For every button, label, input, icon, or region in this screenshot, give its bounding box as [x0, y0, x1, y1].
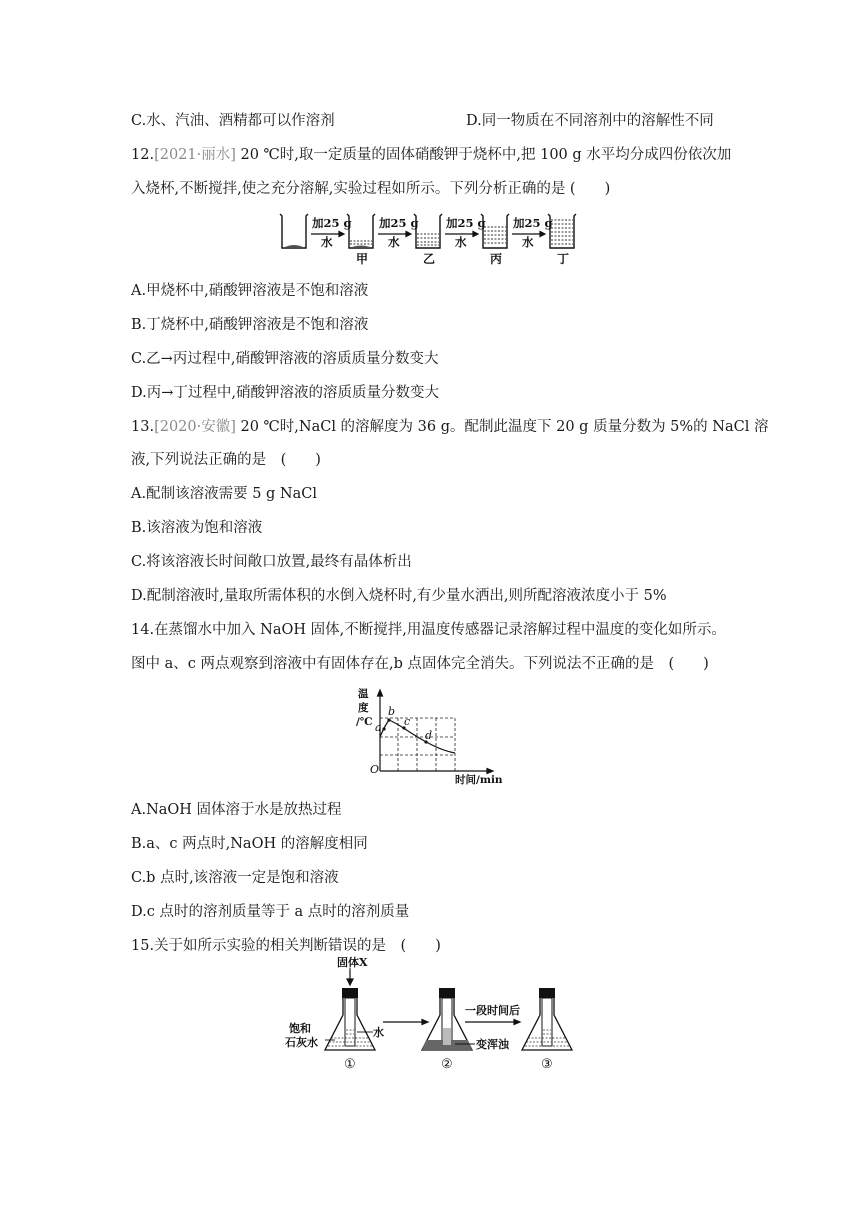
q14-ylabel-3: /℃ — [356, 716, 373, 728]
q14-stem-line1: 14.在蒸馏水中加入 NaOH 固体,不断搅拌,用温度传感器记录溶解过程中温度的变化如所示。 — [131, 622, 726, 638]
q12-beaker-label-yi: 乙 — [423, 252, 436, 266]
q14-point-b: b — [388, 705, 396, 718]
q15-solid-x-label: 固体X — [337, 956, 368, 969]
q14-point-d: d — [425, 729, 433, 742]
q12-beaker-figure — [276, 208, 586, 268]
q15-water-label: 水 — [373, 1026, 384, 1039]
q14-ylabel-2: 度 — [358, 702, 369, 714]
q13-source: [2020·安徽] — [154, 419, 236, 435]
q12-stem-line2: 入烧杯,不断搅拌,使之充分溶解,实验过程如所示。下列分析正确的是 ( ) — [131, 181, 611, 197]
q13-option-c: C.将该溶液长时间敞口放置,最终有晶体析出 — [131, 554, 412, 570]
q13-option-a: A.配制该溶液需要 5 g NaCl — [131, 486, 317, 502]
q12-arrow4-bottom: 水 — [522, 235, 534, 249]
q12-option-b: B.丁烧杯中,硝酸钾溶液是不饱和溶液 — [131, 317, 369, 333]
q14-stem-line2: 图中 a、c 两点观察到溶液中有固体存在,b 点固体完全消失。下列说法不正确的是 ( ) — [131, 656, 709, 672]
q12-number: 12. — [131, 147, 155, 163]
q14-option-a: A.NaOH 固体溶于水是放热过程 — [131, 802, 342, 818]
q13-stem-text: 20 ℃时,NaCl 的溶解度为 36 g。配制此温度下 20 g 质量分数为 5%的 NaCl 溶 — [235, 419, 769, 435]
q14-point-a: a — [375, 721, 382, 734]
q13-option-d: D.配制溶液时,量取所需体积的水倒入烧杯时,有少量水洒出,则所配溶液浓度小于 5% — [131, 588, 667, 604]
q15-label-3: ③ — [541, 1057, 553, 1072]
q14-temperature-graph — [356, 685, 510, 786]
q13-option-b: B.该溶液为饱和溶液 — [131, 520, 263, 536]
q14-xlabel: 时间/min — [455, 774, 503, 786]
q11-option-c: C.水、汽油、酒精都可以作溶剂 — [131, 113, 335, 129]
q15-saturated-label-1: 饱和 — [289, 1022, 311, 1035]
q12-stem-text: 20 ℃时,取一定质量的固体硝酸钾于烧杯中,把 100 g 水平均分成四份依次加 — [235, 147, 732, 163]
q15-flask-figure — [285, 956, 585, 1075]
q14-option-c: C.b 点时,该溶液一定是饱和溶液 — [131, 870, 339, 886]
q15-turbid-label: 变浑浊 — [476, 1038, 509, 1051]
q15-stem: 15.关于如所示实验的相关判断错误的是 ( ) — [131, 938, 441, 954]
q14-ylabel-1: 温 — [358, 688, 369, 700]
q14-option-b: B.a、c 两点时,NaOH 的溶解度相同 — [131, 836, 368, 852]
q12-arrow3-top: 加25 g — [446, 216, 486, 230]
q14-option-d: D.c 点时的溶剂质量等于 a 点时的溶剂质量 — [131, 904, 410, 920]
q12-option-c: C.乙→丙过程中,硝酸钾溶液的溶质质量分数变大 — [131, 351, 439, 367]
q15-saturated-label-2: 石灰水 — [285, 1036, 318, 1049]
q12-option-d: D.丙→丁过程中,硝酸钾溶液的溶质质量分数变大 — [131, 385, 439, 401]
q12-stem-line1 — [131, 145, 731, 165]
q13-stem-line1 — [131, 417, 768, 437]
q13-stem-line2: 液,下列说法正确的是 ( ) — [131, 452, 321, 468]
q12-arrow2-top: 加25 g — [379, 216, 419, 230]
q12-arrow4-top: 加25 g — [513, 216, 553, 230]
q12-arrow1-bottom: 水 — [321, 235, 333, 249]
q11-option-d: D.同一物质在不同溶剂中的溶解性不同 — [466, 113, 714, 129]
q12-option-a: A.甲烧杯中,硝酸钾溶液是不饱和溶液 — [131, 283, 369, 299]
q12-source: [2021·丽水] — [154, 147, 236, 163]
q12-arrow2-bottom: 水 — [388, 235, 400, 249]
q13-number: 13. — [131, 419, 155, 435]
q12-beaker-label-ding: 丁 — [557, 252, 570, 266]
q12-arrow3-bottom: 水 — [455, 235, 467, 249]
q12-beaker-label-jia: 甲 — [356, 252, 369, 266]
q15-after-label: 一段时间后 — [465, 1004, 520, 1017]
q14-point-c: c — [404, 715, 411, 728]
q12-beaker-label-bing: 丙 — [490, 252, 503, 266]
q15-label-1: ① — [344, 1057, 356, 1072]
q14-origin: O — [370, 763, 380, 776]
q15-label-2: ② — [441, 1057, 453, 1072]
q12-arrow1-top: 加25 g — [312, 216, 352, 230]
